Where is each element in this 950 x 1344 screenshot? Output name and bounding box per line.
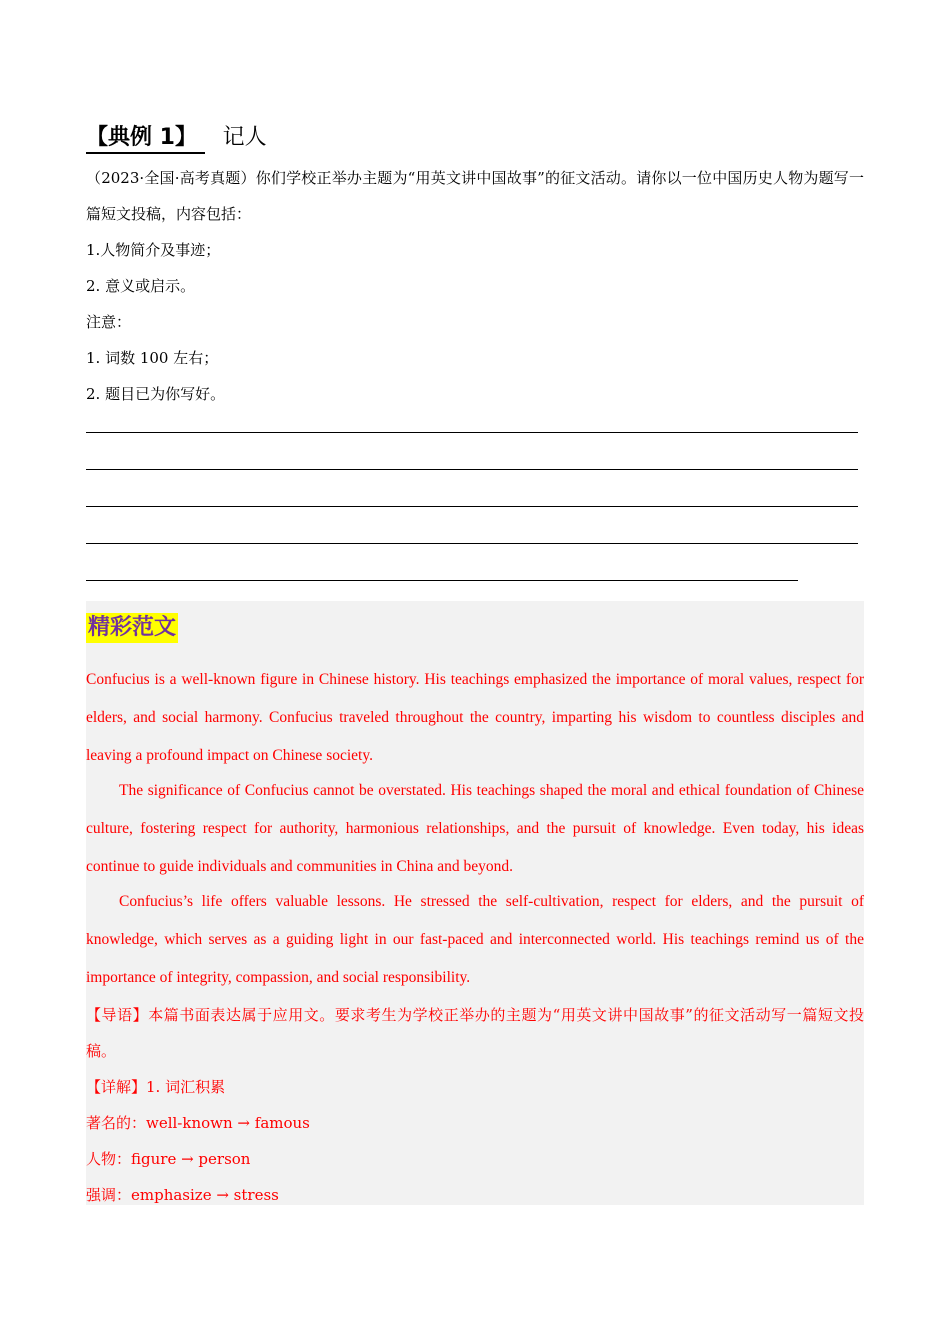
example-topic: 记人 bbox=[222, 125, 267, 150]
essay-paragraph: Confucius is a well-known figure in Chinese history. His teachings emphasized the importance of moral values, respect for elders, and social harmony. Confucius traveled throughout the country, imparting his wisdom to countless disciples and leaving a profound impact on Chinese society. bbox=[86, 671, 864, 764]
answer-line bbox=[86, 506, 858, 507]
answer-line bbox=[86, 580, 798, 581]
task-prompt: （2023·全国·高考真题）你们学校正举办主题为“用英文讲中国故事”的征文活动。请你以一位中国历史人物为题写一篇短文投稿，内容包括： bbox=[86, 169, 864, 223]
example-heading bbox=[86, 124, 267, 154]
answer-line bbox=[86, 432, 858, 433]
vocab-item: 人物：figure → person bbox=[86, 1150, 251, 1168]
answer-line bbox=[86, 469, 858, 470]
essay-paragraph: Confucius’s life offers valuable lessons. He stressed the self-cultivation, respect for elders, and the pursuit of knowledge, which serves as a guiding light in our fast-paced and interconnected world. His teachings remind us of the importance of integrity, compassion, and social responsibility. bbox=[86, 893, 864, 986]
explanation-notes bbox=[86, 997, 864, 1213]
detail-heading: 【详解】1. 词汇积累 bbox=[86, 1078, 226, 1096]
vocab-item: 著名的：well-known → famous bbox=[86, 1114, 310, 1132]
example-label: 【典例 1】 bbox=[86, 124, 205, 154]
answer-line bbox=[86, 543, 858, 544]
notice-label: 注意： bbox=[86, 313, 132, 331]
model-essay-title: 精彩范文 bbox=[86, 613, 178, 643]
guide-text: 【导语】本篇书面表达属于应用文。要求考生为学校正举办的主题为“用英文讲中国故事”的征文活动写一篇短文投稿。 bbox=[86, 1006, 864, 1060]
model-essay-box bbox=[86, 601, 864, 1205]
essay-paragraph: The significance of Confucius cannot be overstated. His teachings shaped the moral and ethical foundation of Chinese culture, fostering respect for authority, harmonious relationships, and the pursuit of knowledge. Even today, his ideas continue to guide individuals and communities in China and beyond. bbox=[86, 782, 864, 875]
model-essay-text bbox=[86, 661, 864, 994]
task-section bbox=[86, 160, 864, 412]
notice-item: 2. 题目已为你写好。 bbox=[86, 385, 226, 403]
task-item: 1.人物简介及事迹； bbox=[86, 241, 221, 259]
task-item: 2. 意义或启示。 bbox=[86, 277, 196, 295]
notice-item: 1. 词数 100 左右； bbox=[86, 349, 219, 367]
vocab-item: 强调：emphasize → stress bbox=[86, 1186, 279, 1204]
answer-area bbox=[86, 432, 858, 617]
